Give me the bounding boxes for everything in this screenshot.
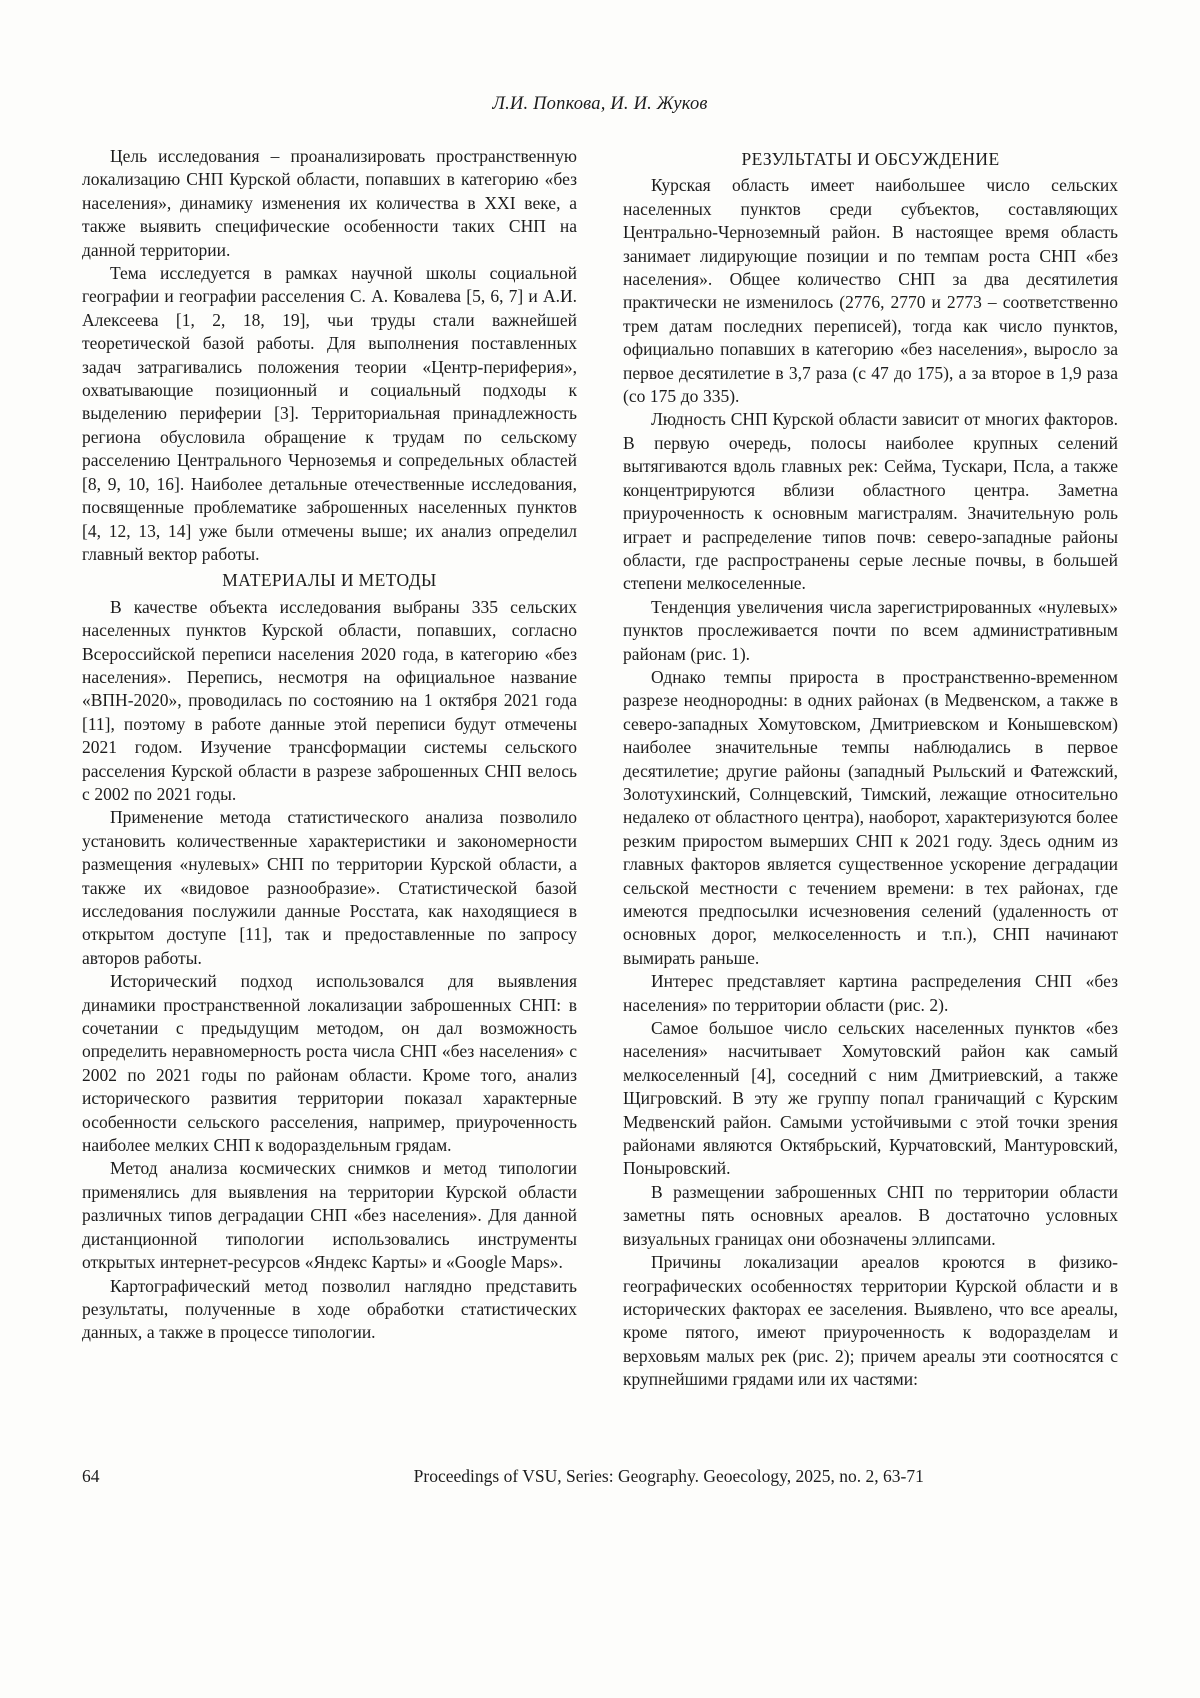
- paragraph: В качестве объекта исследования выбраны 335 сельских населенных пунктов Курской области, попавших, согласно Всероссийской переписи населения 2020 года, в категорию «без населения». Перепись, несмотря на официальное название «ВПН-2020», проводилась по состоянию на 1 октября 2021 года [11], поэтому в работе данные этой переписи будут отмечены 2021 годом. Изучение трансформации системы сельского расселения Курской области в разрезе заброшенных СНП велось с 2002 по 2021 годы.: [82, 596, 577, 804]
- right-column: [623, 145, 1118, 1392]
- paragraph: Интерес представляет картина распределения СНП «без населения» по территории области (рис. 2).: [623, 971, 1118, 1015]
- paragraph: Тенденция увеличения числа зарегистрированных «нулевых» пунктов прослеживается почти по всем административным районам (рис. 1).: [623, 596, 1118, 664]
- page-number: 64: [82, 1466, 100, 1486]
- journal-citation: Proceedings of VSU, Series: Geography. Geoecology, 2025, no. 2, 63-71: [413, 1466, 924, 1486]
- section-heading-results-and-discussion: РЕЗУЛЬТАТЫ И ОБСУЖДЕНИЕ: [741, 149, 1000, 169]
- paragraph: Применение метода статистического анализа позволило установить количественные характеристики и закономерности размещения «нулевых» СНП по территории Курской области, а также их «видовое разнообразие». Статистической базой исследования послужили данные Росстата, как находящиеся в открытом доступе [11], так и предоставленные по запросу авторов работы.: [82, 807, 577, 968]
- authors-line: Л.И. Попкова, И. И. Жуков: [492, 94, 708, 114]
- paragraph: Тема исследуется в рамках научной школы социальной географии и географии расселения С. А. Ковалева [5, 6, 7] и А.И. Алексеева [1, 2, 18, 19], чьи труды стали важнейшей теоретической базой работы. Для выполнения поставленных задач затрагивались положения теории «Центр-периферия», охватывающие позиционный и социальный подходы к выделению периферии [3]. Территориальная принадлежность региона обусловила обращение к трудам по сельскому расселению Центрального Черноземья и сопредельных областей [8, 9, 10, 16]. Наиболее детальные отечественные исследования, посвященные проблематике заброшенных населенных пунктов [4, 12, 13, 14] уже были отмечены выше; их анализ определил главный вектор работы.: [82, 263, 577, 564]
- two-column-text: [82, 145, 1118, 1392]
- section-heading-materials-and-methods: МАТЕРИАЛЫ И МЕТОДЫ: [222, 570, 437, 591]
- page-footer: [82, 1466, 1118, 1487]
- paragraph: Цель исследования – проанализировать пространственную локализацию СНП Курской области, попавших в категорию «без населения», динамику изменения их количества в XXI веке, а также выявить специфические особенности таких СНП на данной территории.: [82, 146, 577, 260]
- paragraph: Исторический подход использовался для выявления динамики пространственной локализации заброшенных СНП: в сочетании с предыдущим методом, он дал возможность определить неравномерность роста числа СНП «без населения» с 2002 по 2021 годы по районам области. Кроме того, анализ исторического развития территории показал характерные особенности сельского расселения, например, приуроченность наиболее мелких СНП к водораздельным грядам.: [82, 971, 577, 1156]
- paragraph: Курская область имеет наибольшее число сельских населенных пунктов среди субъектов, составляющих Центрально-Черноземный район. В настоящее время область занимает лидирующие позиции и по темпам роста СНП «без населения». Общее количество СНП за два десятилетия практически не изменилось (2776, 2770 и 2773 – соответственно трем датам последних переписей), тогда как число пунктов, официально попавших в категорию «без населения», выросло за первое десятилетие в 3,7 раза (с 47 до 175), а за второе в 1,9 раза (со 175 до 335).: [623, 175, 1118, 407]
- paragraph: В размещении заброшенных СНП по территории области заметны пять основных ареалов. В достаточно условных визуальных границах они обозначены эллипсами.: [623, 1181, 1118, 1249]
- paragraph: Метод анализа космических снимков и метод типологии применялись для выявления на территории Курской области различных типов деградации СНП «без населения». Для данной дистанционной типологии использовались инструменты открытых интернет-ресурсов «Яндекс Карты» и «Google Maps».: [82, 1158, 577, 1273]
- paragraph: Однако темпы прироста в пространственно-временном разрезе неоднородны: в одних районах (в Медвенском, а также в северо-западных Хомутовском, Дмитриевском и Конышевском) наиболее значительные темпы наблюдались в первое десятилетие; другие районы (западный Рыльский и Фатежский, Золотухинский, Солнцевский, Тимский, лежащие относительно недалеко от областного центра), наоборот, характеризуются более резким приростом вымерших СНП к 2021 году. Здесь одним из главных факторов является существенное ускорение деградации сельской местности с течением времени: в тех районах, где имеются предпосылки исчезновения селений (удаленность от основных дорог, мелкоселенность и т.п.), СНП начинают вымирать раньше.: [623, 666, 1118, 968]
- left-column: [82, 145, 577, 1345]
- paragraph: Людность СНП Курской области зависит от многих факторов. В первую очередь, полосы наиболее крупных селений вытягиваются вдоль главных рек: Сейма, Тускари, Псла, а также концентрируются вблизи областного центра. Заметна приуроченность к основным магистралям. Значительную роль играет и распределение типов почв: северо-западные районы области, где распространены серые лесные почвы, в большей степени мелкоселенные.: [623, 409, 1118, 594]
- paragraph: Картографический метод позволил наглядно представить результаты, полученные в ходе обработки статистических данных, а также в процессе типологии.: [82, 1275, 577, 1343]
- paragraph: Самое большое число сельских населенных пунктов «без населения» насчитывает Хомутовский район как самый мелкоселенный [4], соседний с ним Дмитриевский, а также Щигровский. В эту же группу попал граничащий с Курским Медвенский район. Самыми устойчивыми с этой точки зрения районами являются Октябрьский, Курчатовский, Мантуровский, Поныровский.: [623, 1018, 1118, 1179]
- paragraph: Причины локализации ареалов кроются в физико-географических особенностях территории Курской области и в исторических факторах ее заселения. Выявлено, что все ареалы, кроме пятого, имеют приуроченность к водоразделам и верховьям малых рек (рис. 2); причем ареалы эти соотносятся с крупнейшими грядами или их частями:: [623, 1252, 1118, 1390]
